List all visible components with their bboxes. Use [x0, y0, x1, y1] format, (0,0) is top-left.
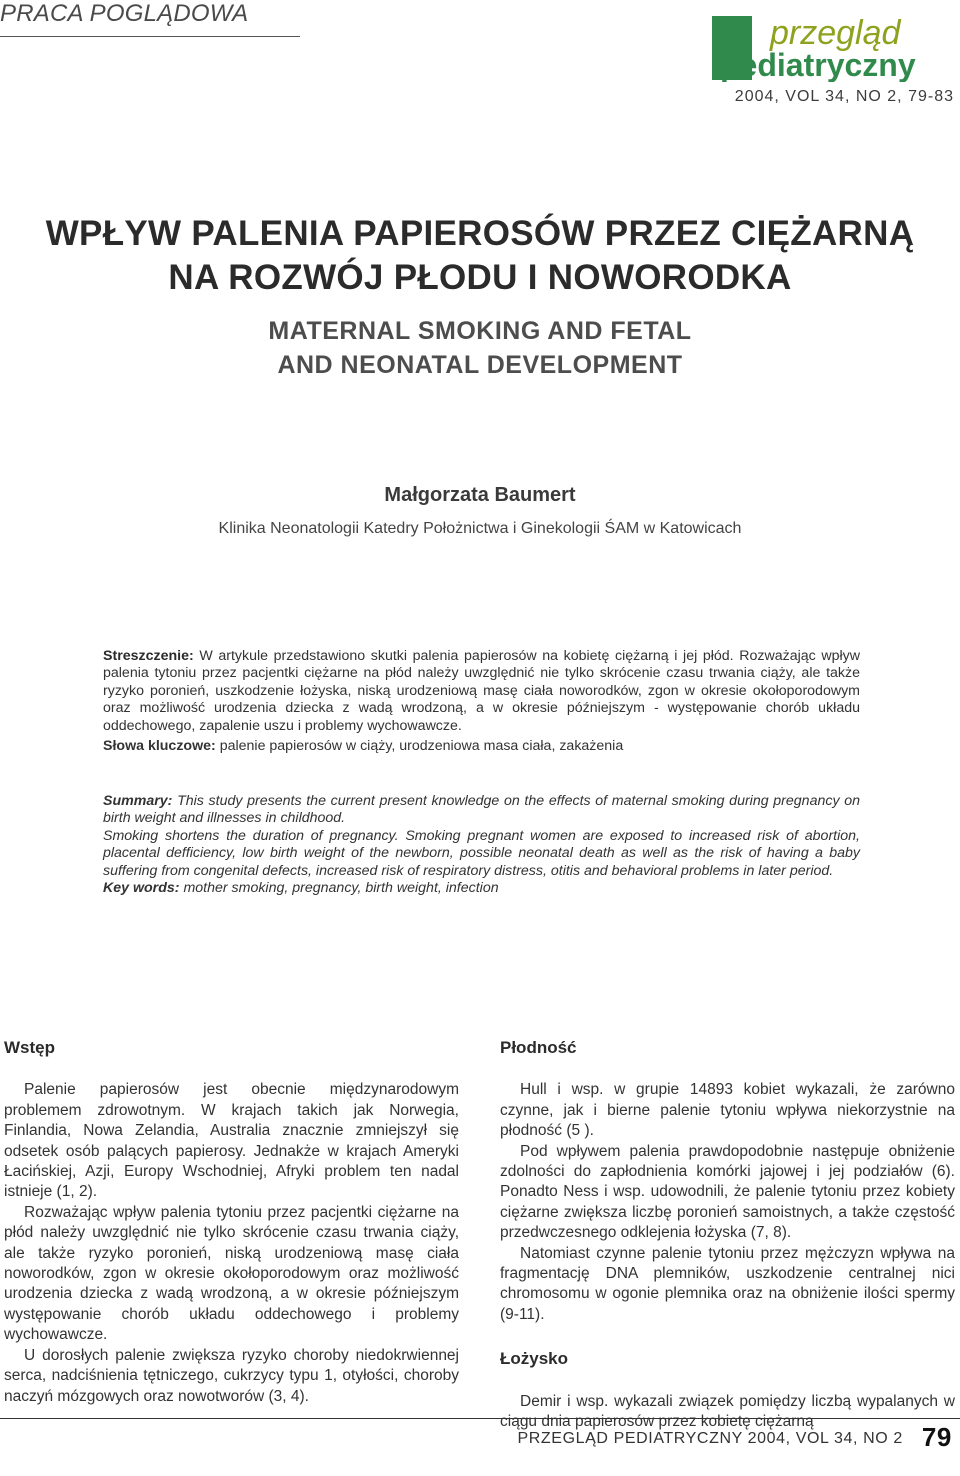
logo-text-bottom: pediatryczny [720, 47, 916, 82]
summary-paragraph-1 [103, 793, 860, 828]
keywords-text: palenie papierosów w ciąży, urodzeniowa masa ciała, zakażenia [219, 738, 624, 754]
intro-paragraph-3: U dorosłych palenie zwiększa ryzyko choroby niedokrwiennej serca, nadciśnienia tętniczego, cukrzycy typu 1, otyłości, choroby naczyń mózgowych oraz nowotworów (3, 4). [4, 1346, 459, 1405]
abstract-polish [103, 648, 860, 735]
right-column [500, 1038, 955, 1433]
fertility-paragraph-1: Hull i wsp. w grupie 14893 kobiet wykazali, że zarówno czynne, jak i bierne palenie tytoniu wpływa niekorzystnie na płodność (5 ). [500, 1081, 955, 1140]
keywords-polish [103, 738, 860, 754]
left-column [4, 1038, 459, 1407]
footer-rule [0, 1418, 960, 1419]
intro-paragraph-1: Palenie papierosów jest obecnie międzynarodowym problemem zdrowotnym. W krajach takich jak Norwegia, Finlandia, Nowa Zelandia, Australia znacznie zmniejszył się odsetek osób palących papierosy. Jednakże w krajach Ameryki Łacińskiej, Azji, Europy Wschodniej, Afryki problem ten nadal istnieje (1, 2). [4, 1081, 459, 1201]
summary-english [103, 793, 860, 897]
placenta-paragraph-1: Demir i wsp. wykazali związek pomiędzy liczbą wypalanych w ciągu dnia papierosów przez kobietę ciężarną [500, 1392, 955, 1431]
keywords-label: Słowa kluczowe: [103, 738, 216, 754]
affiliation: Klinika Neonatologii Katedry Położnictwa i Ginekologii ŚAM w Katowicach [218, 520, 742, 537]
abstract-label: Streszczenie: [103, 648, 194, 664]
summary-label: Summary: [103, 793, 173, 809]
section-heading-placenta: Łożysko [500, 1349, 569, 1369]
title-pl-line-2: NA ROZWÓJ PŁODU I NOWORODKA [168, 258, 792, 297]
header-rule [0, 36, 300, 37]
title-en-line-1: MATERNAL SMOKING AND FETAL [268, 317, 692, 345]
title-pl-line-1: WPŁYW PALENIA PAPIEROSÓW PRZEZ CIĘŻARNĄ [45, 214, 915, 253]
summary-keywords-text: mother smoking, pregnancy, birth weight, infection [183, 880, 499, 897]
summary-keywords-label: Key words: [103, 880, 180, 897]
abstract-text: W artykule przedstawiono skutki palenia papierosów na kobietę ciężarną i jej płód. Rozważając wpływ palenia tytoniu przez pacjentki ciężarne na płód należy uwzględnić nie tylko skrócenie czasu trwania ciąży, ale także ryzyko poronień, uszkodzenie łożyska, niską urodzeniową masę ciała noworodków, zgon w okresie okołoporodowym oraz możliwość urodzenia dziecka z wadą wrodzoną, a w okresie późniejszym - występowanie chorób układu oddechowego, zapalenie uszu i problemy wychowawcze. [103, 648, 860, 734]
section-heading-fertility: Płodność [500, 1038, 577, 1057]
page-footer [518, 1422, 953, 1453]
fertility-paragraph-2: Pod wpływem palenia prawdopodobnie następuje obniżenie zdolności do zapłodnienia komórki jajowej i jej podziałów (6). Ponadto Ness i wsp. udowodnili, że palenie tytoniu przez kobiety ciężarne zwiększa liczbę poronień samoistnych, a także częstość przedwczesnego odklejenia łożyska (7, 8). [500, 1142, 955, 1242]
summary-paragraph-2: Smoking shortens the duration of pregnancy. Smoking pregnant women are exposed to increased risk of abortion, placental defficiency, low birth weight of the newborn, possible neonatal death as well as the risk of having a baby suffering from congenital defects, increased risk of respiratory distress, otitis and behavioral problems in later period. [103, 827, 860, 879]
journal-logo [712, 14, 958, 82]
article-title-english [0, 314, 960, 382]
logo-text-top: przegląd [770, 14, 901, 52]
intro-paragraph-2: Rozważając wpływ palenia tytoniu przez pacjentki ciężarne na płód należy uwzględnić nie tylko skrócenie czasu trwania ciąży, ale także ryzyko poronień, niską urodzeniową masę ciała noworodków, zgon w okresie okołoporodowym oraz możliwość urodzenia dziecka z wadą wrodzoną, a w okresie późniejszym występowanie chorób układu oddechowego i problemy wychowawcze. [4, 1203, 459, 1344]
section-heading-intro: Wstęp [4, 1038, 55, 1057]
article-title-polish [0, 212, 960, 300]
page-number: 79 [921, 1422, 952, 1452]
title-en-line-2: AND NEONATAL DEVELOPMENT [277, 351, 683, 379]
issue-info: 2004, VOL 34, NO 2, 79-83 [734, 88, 954, 105]
section-label: PRACA POGLĄDOWA [0, 0, 249, 27]
summary-text-1: This study presents the current present knowledge on the effects of maternal smoking during pregnancy on birth weight and illnesses in childhood. [103, 793, 860, 827]
footer-journal: PRZEGLĄD PEDIATRYCZNY 2004, VOL 34, NO 2 [517, 1430, 903, 1447]
fertility-paragraph-3: Natomiast czynne palenie tytoniu przez mężczyzn wpływa na fragmentację DNA plemników, uszkodzenie centralnej nici chromosomu w ogonie plemnika oraz na obniżenie ilości spermy (9-11). [500, 1244, 955, 1323]
summary-keywords [103, 880, 860, 897]
author-name: Małgorzata Baumert [384, 484, 576, 506]
